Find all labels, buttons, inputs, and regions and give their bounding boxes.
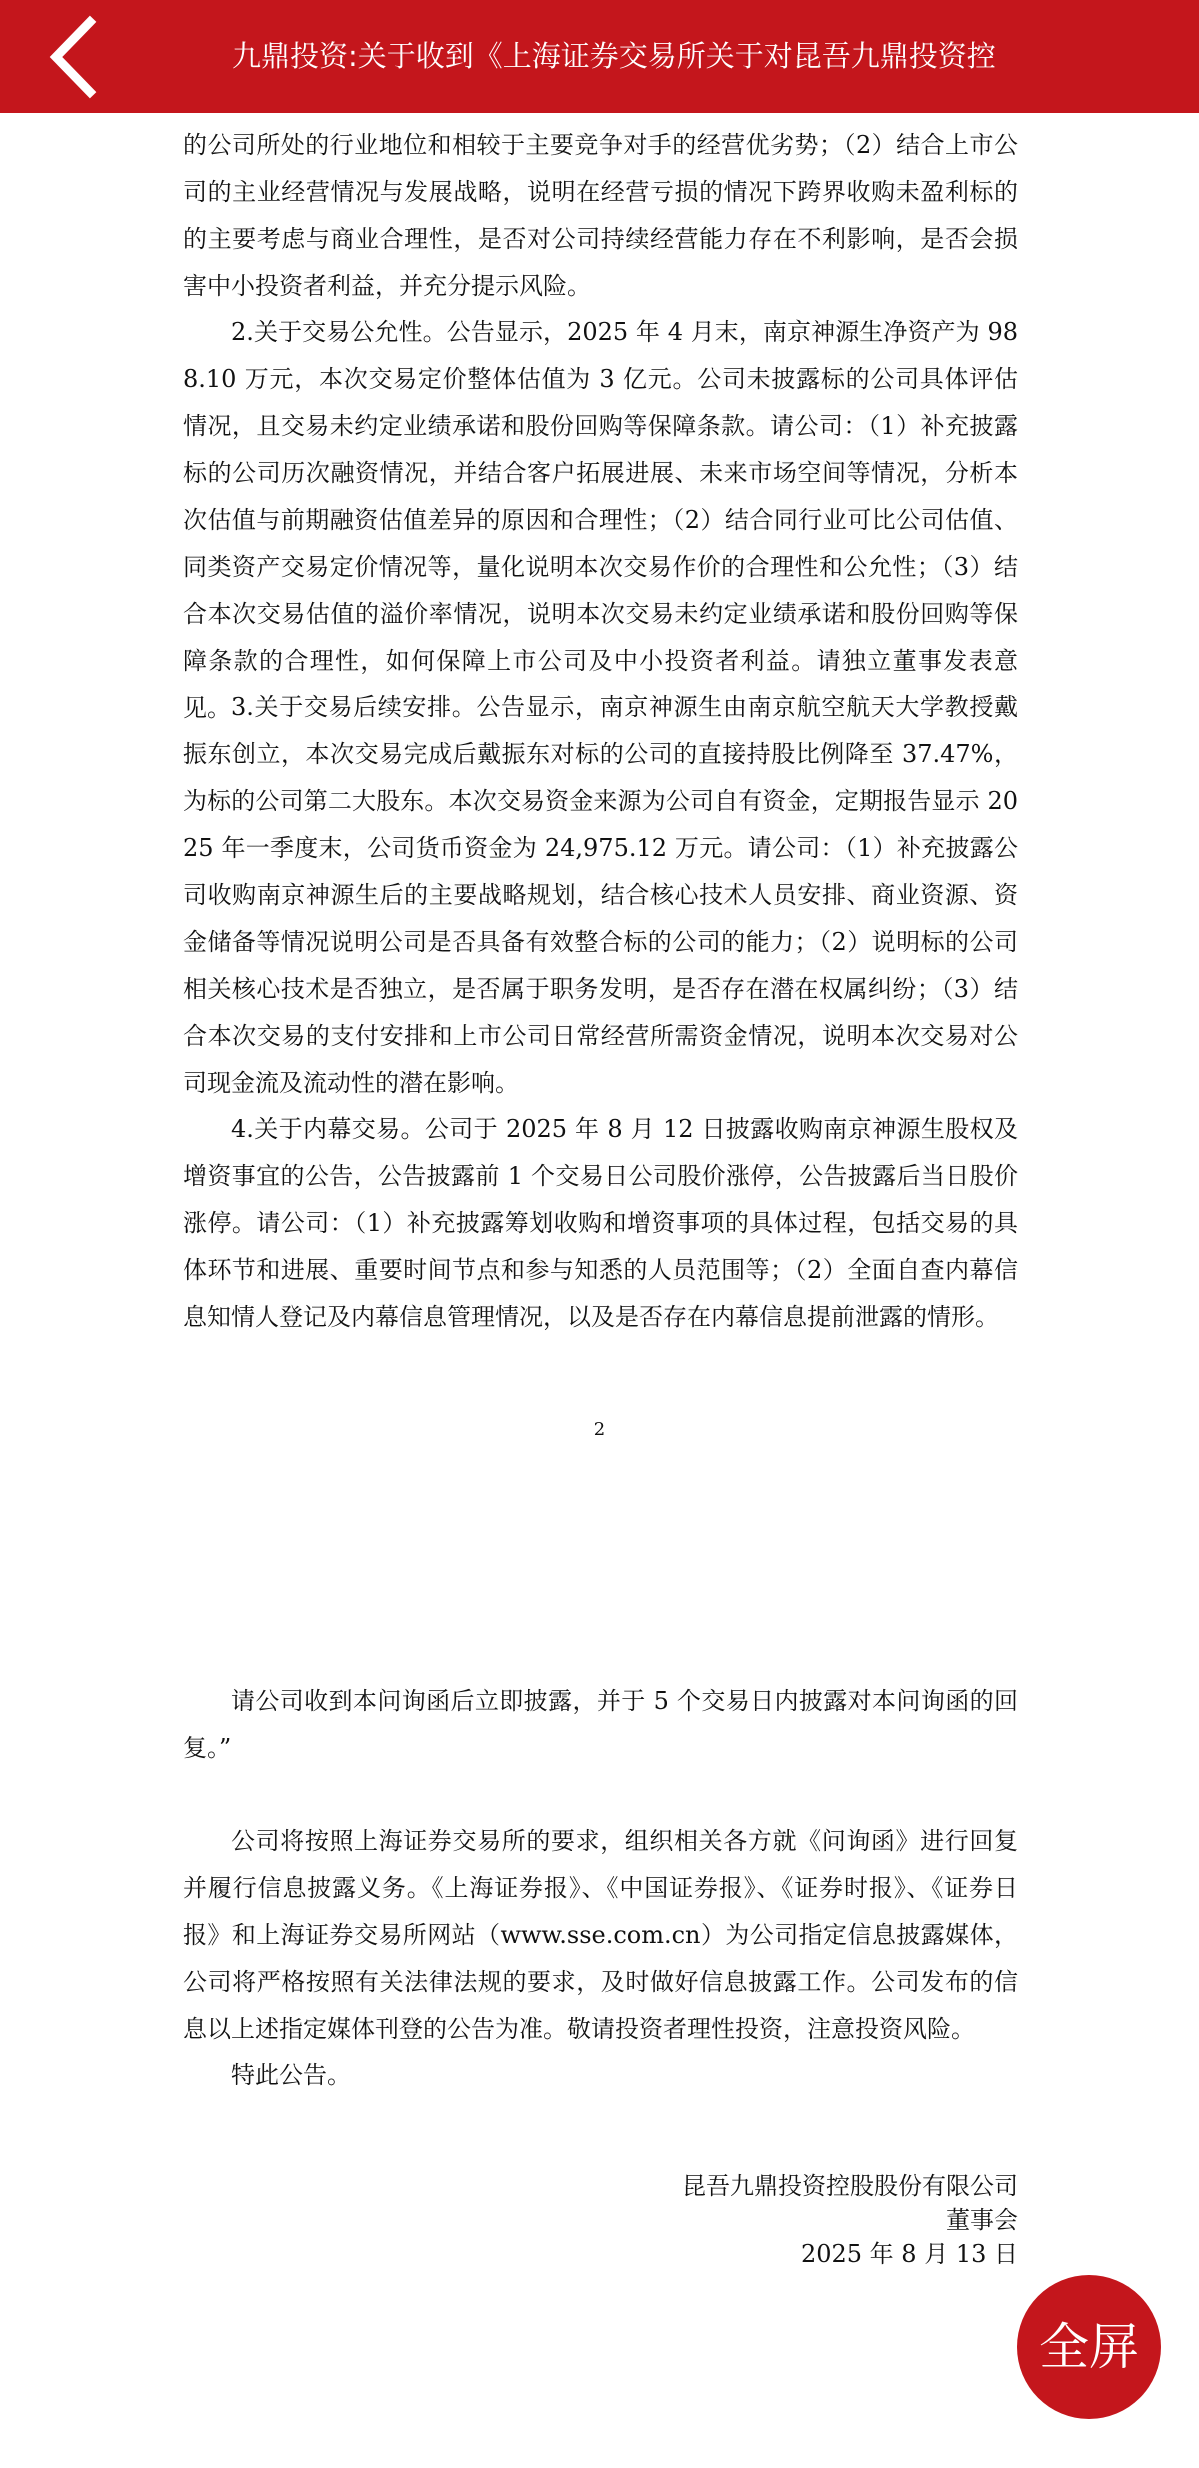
signature-board: 董事会 bbox=[946, 2206, 1018, 2234]
paragraph-6: 公司将按照上海证券交易所的要求，组织相关各方就《问询函》进行回复并履行信息披露义务。《上海证券报》、《中国证券报》、《证券时报》、《证券日报》和上海证券交易所网站（www.sse.com.cn）为公司指定信息披露媒体，公司将严格按照有关法律法规的要求，及时做好信息披露工作。公司发布的信息以上述指定媒体刊登的公告为准。敬请投资者理性投资，注意投资风险。 bbox=[183, 1827, 1018, 2043]
back-button[interactable] bbox=[30, 12, 120, 102]
page-title: 九鼎投资:关于收到《上海证券交易所关于对昆吾九鼎投资控 bbox=[232, 39, 996, 73]
signature-block bbox=[682, 2169, 1018, 2271]
page-number: 2 bbox=[593, 1419, 606, 1440]
signature-company: 昆吾九鼎投资控股股份有限公司 bbox=[682, 2172, 1018, 2200]
paragraph-3: 3.关于交易后续安排。公告显示，南京神源生由南京航空航天大学教授戴振东创立，本次交易完成后戴振东对标的公司的直接持股比例降至 37.47%，为标的公司第二大股东。本次交易资金来源为公司自有资金，定期报告显示 2025 年一季度末，公司货币资金为 24,975.12 万元。请公司：（1）补充披露公司收购南京神源生后的主要战略规划，结合核心技术人员安排、商业资源、资金储备等情况说明公司是否具备有效整合标的公司的能力；（2）说明标的公司相关核心技术是否独立，是否属于职务发明，是否存在潜在权属纠纷；（3）结合本次交易的支付安排和上市公司日常经营所需资金情况，说明本次交易对公司现金流及流动性的潜在影响。 bbox=[183, 693, 1018, 1097]
paragraph-5: 请公司收到本问询函后立即披露，并于 5 个交易日内披露对本问询函的回复。” bbox=[183, 1687, 1018, 1762]
paragraph-4: 4.关于内幕交易。公司于 2025 年 8 月 12 日披露收购南京神源生股权及增资事宜的公告，公告披露前 1 个交易日公司股价涨停，公告披露后当日股价涨停。请公司：（1）补充披露筹划收购和增资事项的具体过程，包括交易的具体环节和进展、重要时间节点和参与知悉的人员范围等；（2）全面自查内幕信息知情人登记及内幕信息管理情况，以及是否存在内幕信息提前泄露的情形。 bbox=[183, 1115, 1018, 1331]
fullscreen-button[interactable]: 全屏 bbox=[1017, 2275, 1161, 2419]
paragraph-1: 的公司所处的行业地位和相较于主要竞争对手的经营优劣势；（2）结合上市公司的主业经营情况与发展战略，说明在经营亏损的情况下跨界收购未盈利标的的主要考虑与商业合理性，是否对公司持续经营能力存在不利影响，是否会损害中小投资者利益，并充分提示风险。 bbox=[183, 131, 1018, 300]
chevron-left-icon bbox=[30, 12, 120, 102]
top-header-bar bbox=[0, 0, 1199, 113]
paragraph-7: 特此公告。 bbox=[231, 2061, 351, 2089]
paragraph-2: 2.关于交易公允性。公告显示，2025 年 4 月末，南京神源生净资产为 988.10 万元，本次交易定价整体估值为 3 亿元。公司未披露标的公司具体评估情况，且交易未约定业绩承诺和股份回购等保障条款。请公司：（1）补充披露标的公司历次融资情况，并结合客户拓展进展、未来市场空间等情况，分析本次估值与前期融资估值差异的原因和合理性；（2）结合同行业可比公司估值、同类资产交易定价情况等，量化说明本次交易作价的合理性和公允性；（3）结合本次交易估值的溢价率情况，说明本次交易未约定业绩承诺和股份回购等保障条款的合理性，如何保障上市公司及中小投资者利益。请独立董事发表意见。 bbox=[183, 318, 1018, 722]
signature-date: 2025 年 8 月 13 日 bbox=[800, 2240, 1018, 2268]
